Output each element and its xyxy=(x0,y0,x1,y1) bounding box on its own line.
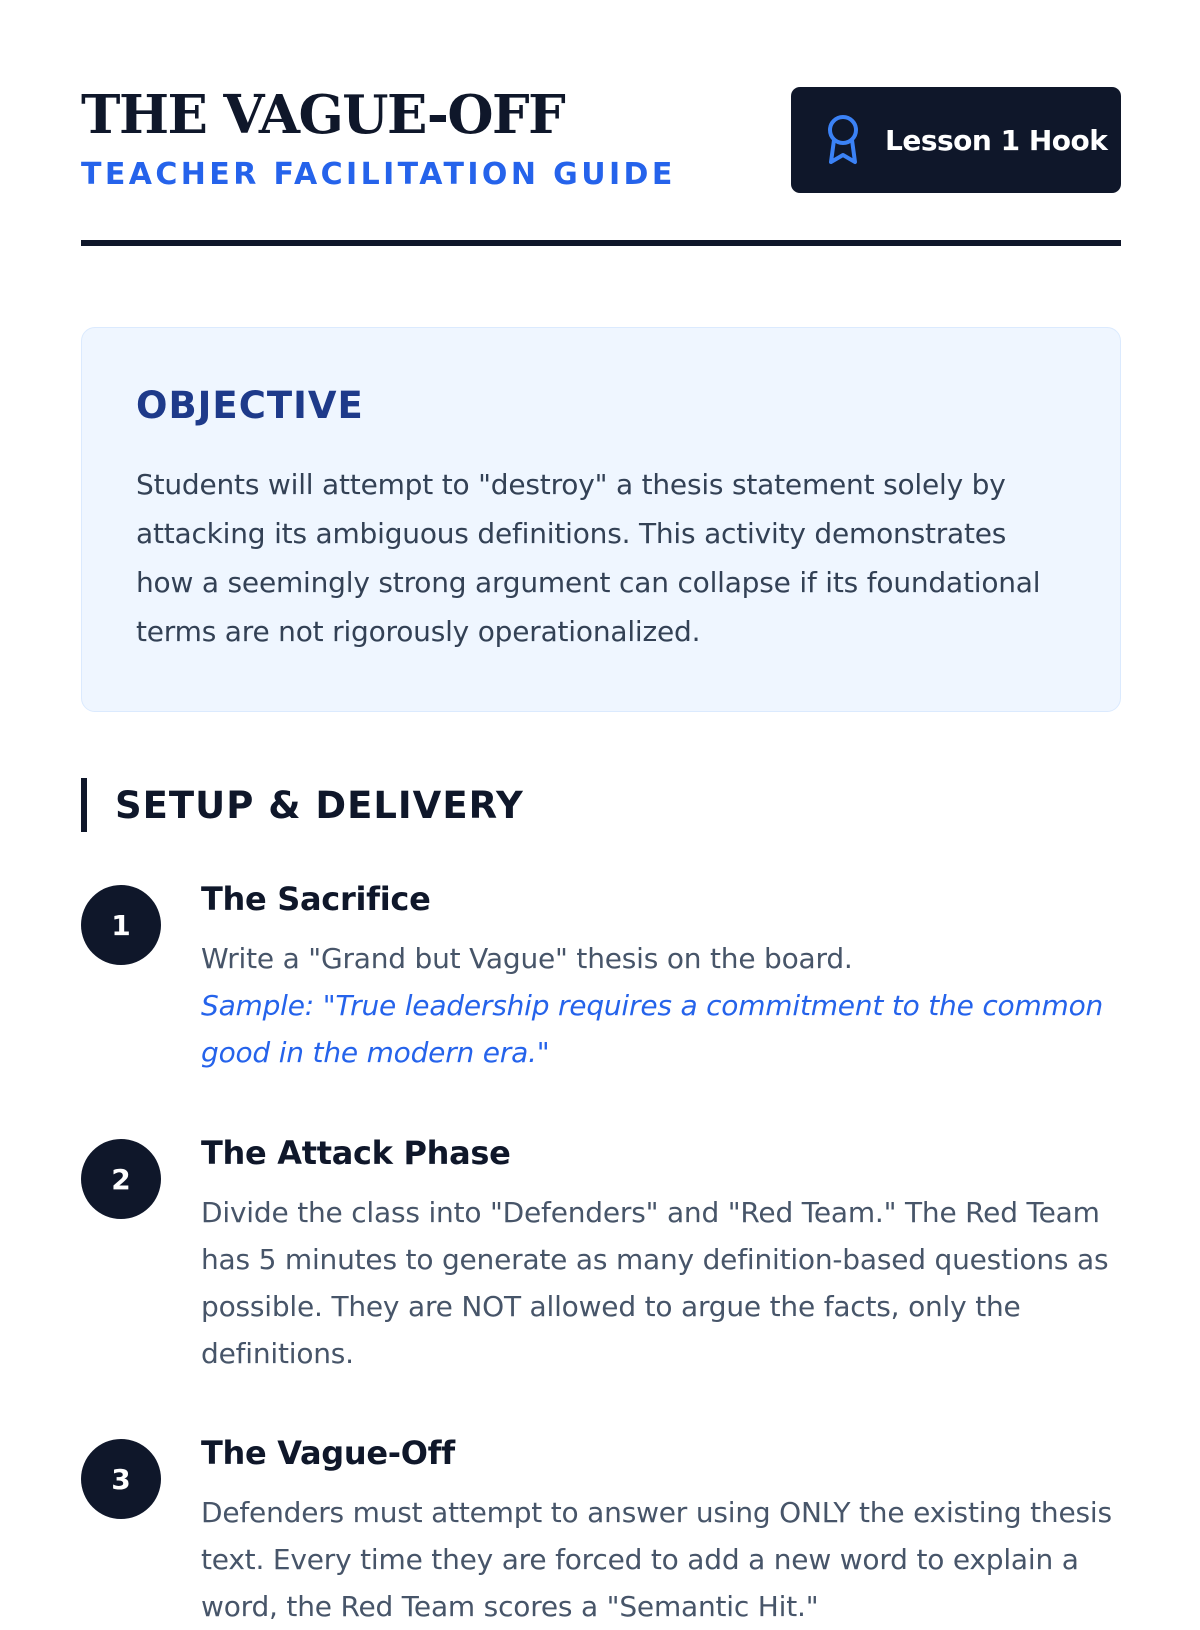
step-text: Defenders must attempt to answer using ONLY the existing thesis text. Every time they are forced to add a new word to explain a word, the Red Team scores a "Semantic Hit." xyxy=(201,1496,1112,1623)
setup-section-heading xyxy=(81,778,524,832)
header-divider xyxy=(81,240,1121,246)
step-title: The Vague-Off xyxy=(201,1434,455,1472)
step-title: The Sacrifice xyxy=(201,880,431,918)
facilitation-guide-page xyxy=(81,0,1121,1623)
lesson-badge xyxy=(791,87,1121,193)
page-header xyxy=(81,86,1121,196)
setup-section-title: SETUP & DELIVERY xyxy=(115,783,524,827)
step-body xyxy=(201,1434,1121,1630)
lesson-badge-label: Lesson 1 Hook xyxy=(885,123,1108,157)
step-body xyxy=(201,880,1121,1076)
step-body xyxy=(201,1134,1121,1377)
page-subtitle: TEACHER FACILITATION GUIDE xyxy=(81,157,676,192)
step-number-badge: 2 xyxy=(81,1139,161,1219)
step-number-badge: 1 xyxy=(81,885,161,965)
step-title: The Attack Phase xyxy=(201,1134,511,1172)
section-accent-bar xyxy=(81,778,87,832)
step-number-badge: 3 xyxy=(81,1439,161,1519)
step-sample-thesis: Sample: "True leadership requires a commitment to the common good in the modern era." xyxy=(201,989,1104,1069)
objective-box xyxy=(81,327,1121,712)
award-ribbon-icon xyxy=(825,114,861,166)
page-title: THE VAGUE-OFF xyxy=(81,84,565,146)
objective-text: Students will attempt to "destroy" a thesis statement solely by attacking its ambiguous definitions. This activity demonstrates how a seemingly strong argument can collapse if its foundational terms are not rigorously operationalized. xyxy=(136,468,1041,648)
step-text: Write a "Grand but Vague" thesis on the board. xyxy=(201,942,853,975)
step-text: Divide the class into "Defenders" and "Red Team." The Red Team has 5 minutes to generate as many definition-based questions as possible. They are NOT allowed to argue the facts, only the definitions. xyxy=(201,1196,1109,1370)
objective-heading: OBJECTIVE xyxy=(136,384,364,427)
